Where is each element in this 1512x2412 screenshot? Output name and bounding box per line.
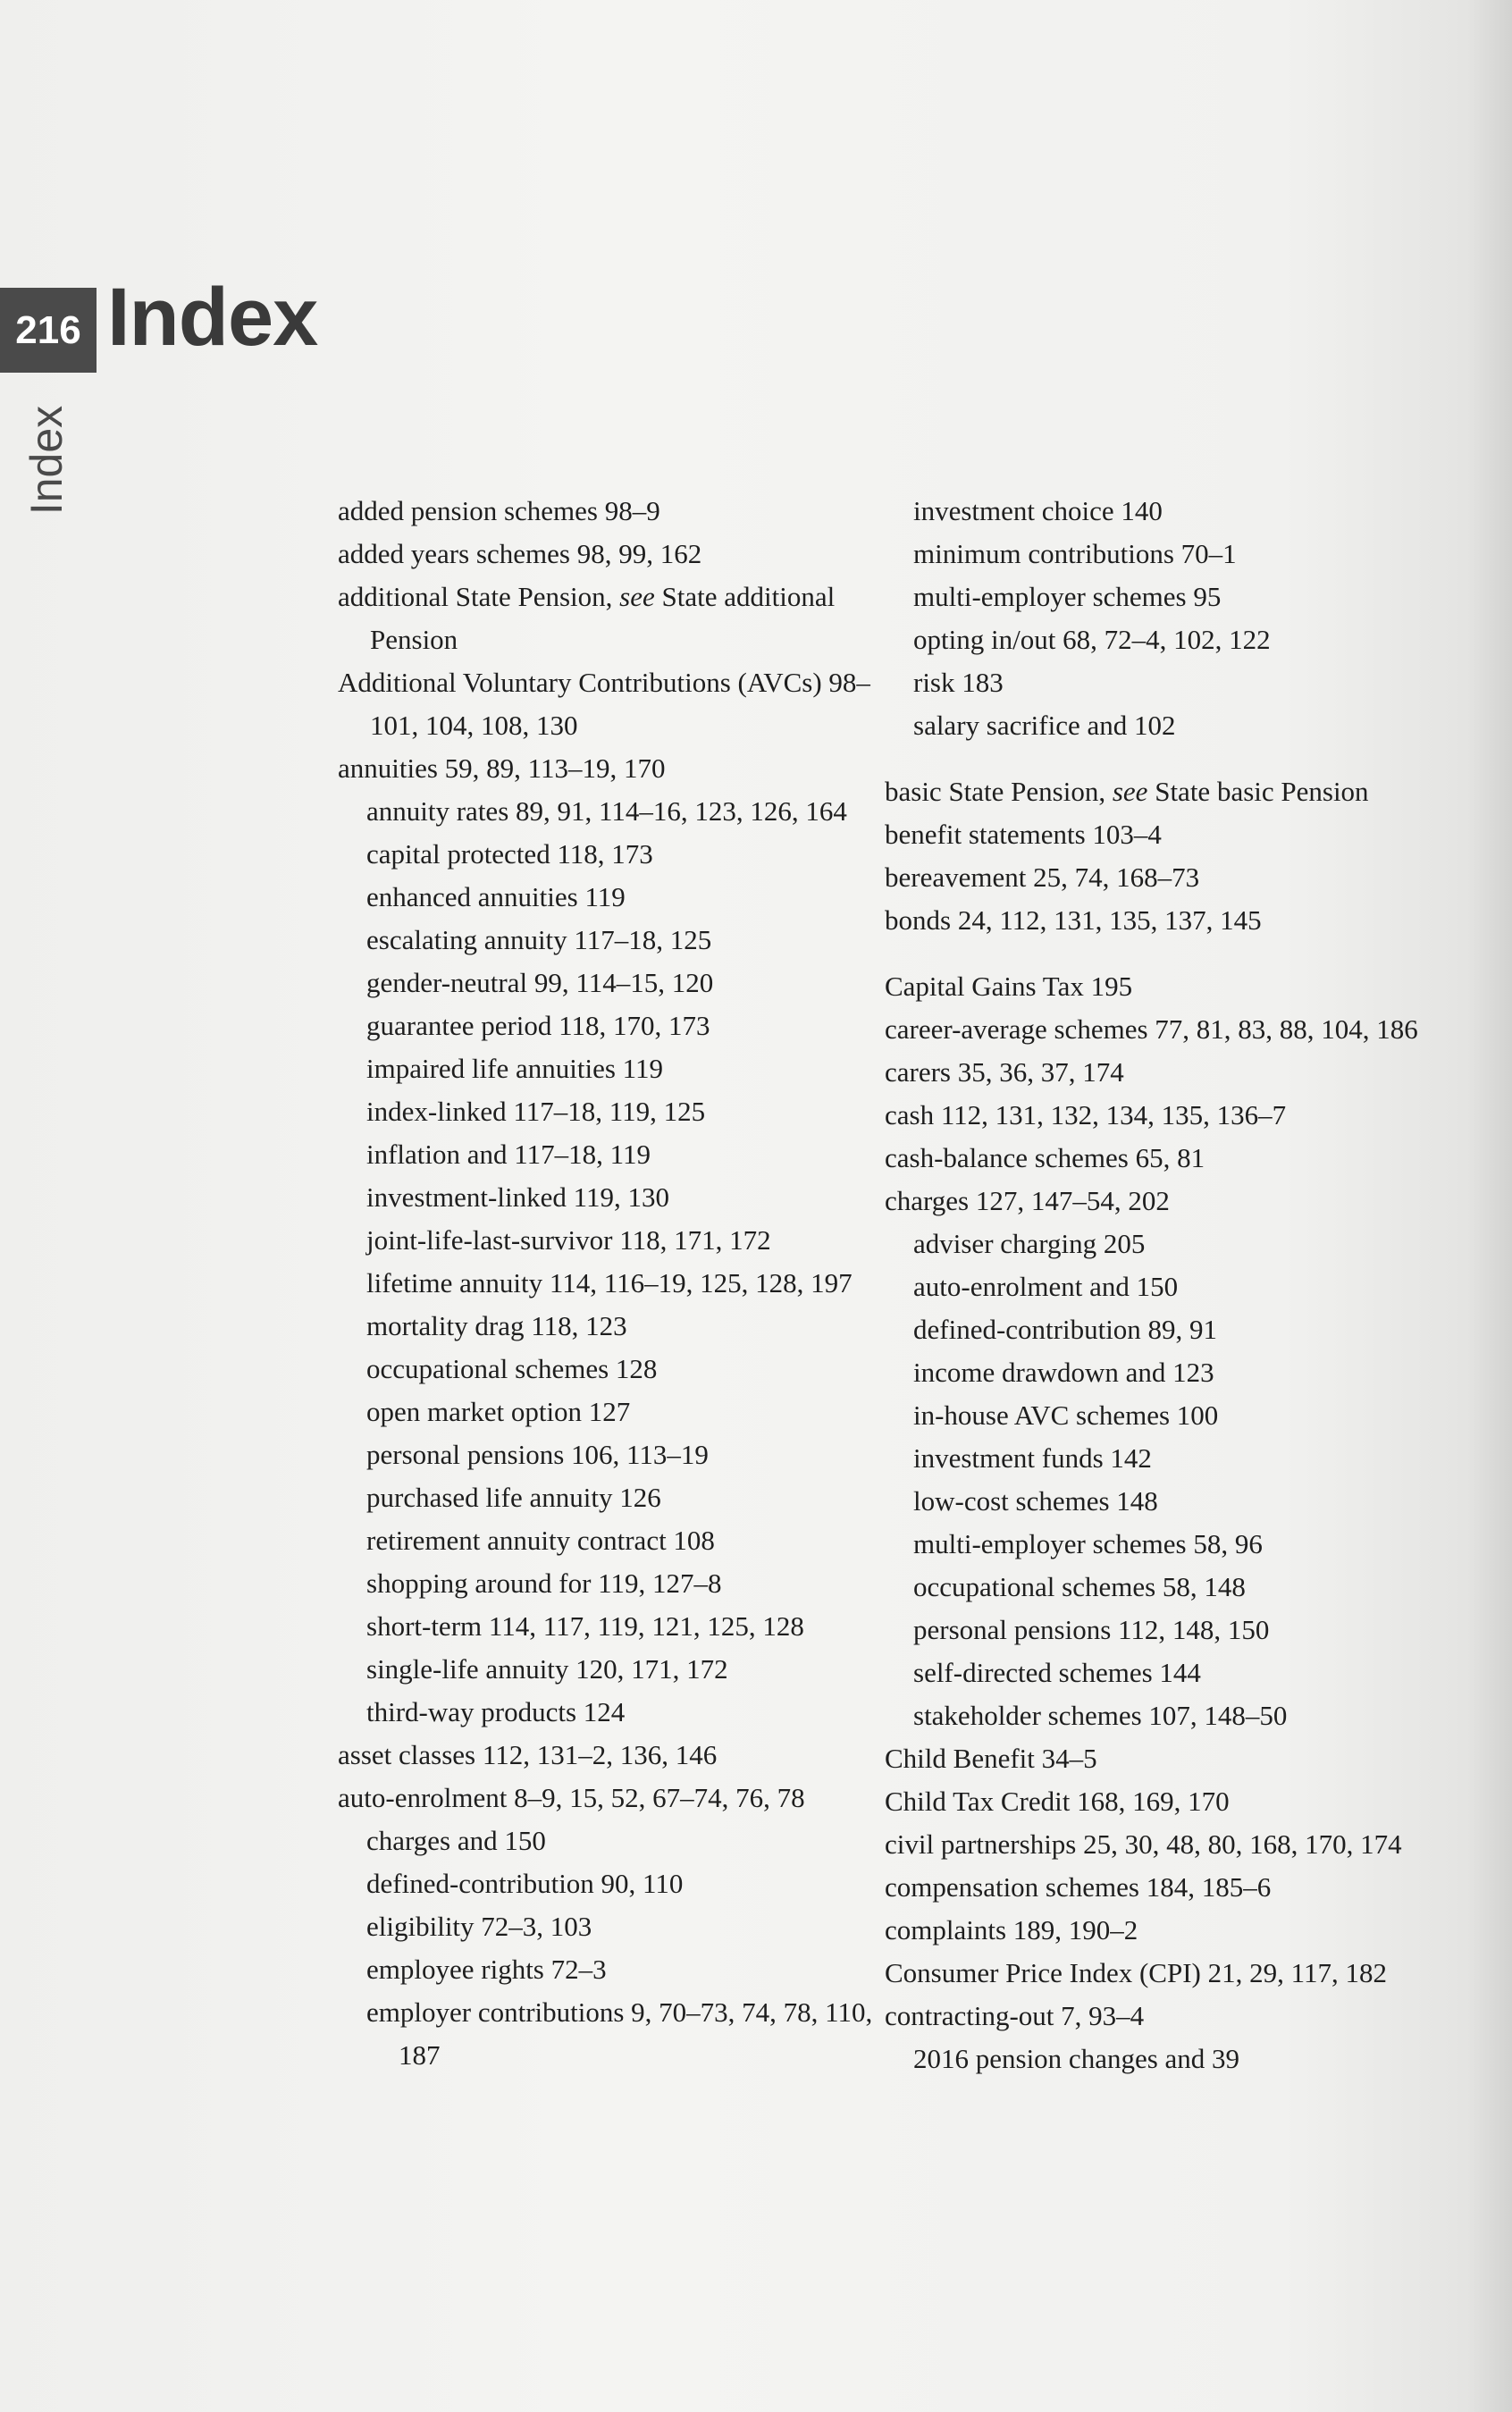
index-entry: carers 35, 36, 37, 174: [885, 1056, 1124, 1088]
index-subentry: mortality drag 118, 123: [366, 1310, 627, 1341]
index-entry: civil partnerships 25, 30, 48, 80, 168, 170, 174: [885, 1828, 1402, 1860]
index-subentry: risk 183: [913, 667, 1004, 698]
index-entry: Child Benefit 34–5: [885, 1743, 1097, 1774]
index-subentry: salary sacrifice and 102: [913, 710, 1176, 741]
index-subentry: inflation and 117–18, 119: [366, 1139, 651, 1170]
index-subentry: opting in/out 68, 72–4, 102, 122: [913, 624, 1271, 655]
index-entry: auto-enrolment 8–9, 15, 52, 67–74, 76, 78: [338, 1782, 805, 1813]
index-subentry: guarantee period 118, 170, 173: [366, 1010, 710, 1041]
index-entry: additional State Pension, see State additional Pension: [338, 581, 836, 655]
index-subentry: annuity rates 89, 91, 114–16, 123, 126, 164: [366, 795, 847, 827]
index-subentry: investment-linked 119, 130: [366, 1181, 669, 1213]
index-subentry: escalating annuity 117–18, 125: [366, 924, 712, 955]
page-number: 216: [0, 288, 97, 373]
index-subentry: defined-contribution 89, 91: [913, 1314, 1218, 1345]
index-subentry: enhanced annuities 119: [366, 881, 626, 912]
index-entry: cash 112, 131, 132, 134, 135, 136–7: [885, 1099, 1287, 1130]
index-entry: cash-balance schemes 65, 81: [885, 1142, 1205, 1173]
index-subentry: multi-employer schemes 58, 96: [913, 1528, 1263, 1559]
index-subentry: third-way products 124: [366, 1696, 626, 1727]
index-subentry: self-directed schemes 144: [913, 1657, 1201, 1688]
index-subentry: index-linked 117–18, 119, 125: [366, 1096, 706, 1127]
index-entry: Consumer Price Index (CPI) 21, 29, 117, 182: [885, 1957, 1387, 1988]
index-subentry: employee rights 72–3: [366, 1954, 607, 1985]
index-entry: Capital Gains Tax 195: [885, 971, 1133, 1002]
see-reference: see: [1112, 776, 1148, 807]
index-subentry: open market option 127: [366, 1396, 631, 1427]
show-through-text: [349, 295, 849, 424]
index-subentry: gender-neutral 99, 114–15, 120: [366, 967, 714, 998]
index-subentry: 2016 pension changes and 39: [913, 2043, 1240, 2074]
index-subentry: investment funds 142: [913, 1442, 1152, 1474]
index-entry: added years schemes 98, 99, 162: [338, 538, 702, 569]
index-subentry: defined-contribution 90, 110: [366, 1868, 684, 1899]
index-entry: annuities 59, 89, 113–19, 170: [338, 752, 666, 784]
index-entry: charges 127, 147–54, 202: [885, 1185, 1170, 1216]
index-subentry: eligibility 72–3, 103: [366, 1911, 592, 1942]
index-subentry: impaired life annuities 119: [366, 1053, 664, 1084]
index-entry: added pension schemes 98–9: [338, 495, 660, 526]
index-subentry: employer contributions 9, 70–73, 74, 78, 110, 187: [366, 1996, 873, 2071]
index-entry: Additional Voluntary Contributions (AVCs) 98–101, 104, 108, 130: [338, 667, 870, 741]
index-entry: career-average schemes 77, 81, 83, 88, 104, 186: [885, 1013, 1418, 1045]
index-subentry: in-house AVC schemes 100: [913, 1399, 1219, 1431]
index-entry: asset classes 112, 131–2, 136, 146: [338, 1739, 718, 1770]
index-subentry: personal pensions 112, 148, 150: [913, 1614, 1270, 1645]
index-subentry: multi-employer schemes 95: [913, 581, 1222, 612]
index-subentry: single-life annuity 120, 171, 172: [366, 1653, 728, 1685]
index-subentry: occupational schemes 58, 148: [913, 1571, 1246, 1602]
index-subentry: stakeholder schemes 107, 148–50: [913, 1700, 1288, 1731]
index-entry: contracting-out 7, 93–4: [885, 2000, 1145, 2031]
index-subentry: occupational schemes 128: [366, 1353, 658, 1384]
index-subentry: personal pensions 106, 113–19: [366, 1439, 709, 1470]
index-entry: compensation schemes 184, 185–6: [885, 1871, 1272, 1903]
index-subentry: capital protected 118, 173: [366, 838, 653, 870]
index-subentry: lifetime annuity 114, 116–19, 125, 128, 197: [366, 1267, 853, 1298]
page-title: Index: [107, 272, 318, 363]
index-subentry: charges and 150: [366, 1825, 546, 1856]
index-subentry: income drawdown and 123: [913, 1357, 1214, 1388]
index-subentry: purchased life annuity 126: [366, 1482, 661, 1513]
index-subentry: retirement annuity contract 108: [366, 1525, 715, 1556]
index-entry: bereavement 25, 74, 168–73: [885, 861, 1200, 893]
index-entry: benefit statements 103–4: [885, 819, 1162, 850]
index-subentry: auto-enrolment and 150: [913, 1271, 1179, 1302]
running-section-label: Index: [21, 405, 71, 516]
index-column-right: [885, 490, 1430, 2080]
index-subentry: shopping around for 119, 127–8: [366, 1567, 722, 1599]
index-subentry: investment choice 140: [913, 495, 1163, 526]
index-entry: complaints 189, 190–2: [885, 1914, 1138, 1946]
index-subentry: adviser charging 205: [913, 1228, 1146, 1259]
index-subentry: joint-life-last-survivor 118, 171, 172: [366, 1224, 771, 1256]
index-column-left: [338, 490, 883, 2077]
index-subentry: minimum contributions 70–1: [913, 538, 1237, 569]
index-subentry: short-term 114, 117, 119, 121, 125, 128: [366, 1610, 804, 1642]
index-entry: basic State Pension, see State basic Pension: [885, 776, 1369, 807]
index-entry: bonds 24, 112, 131, 135, 137, 145: [885, 904, 1262, 936]
index-subentry: low-cost schemes 148: [913, 1485, 1158, 1517]
see-reference: see: [619, 581, 655, 612]
index-entry: Child Tax Credit 168, 169, 170: [885, 1786, 1230, 1817]
